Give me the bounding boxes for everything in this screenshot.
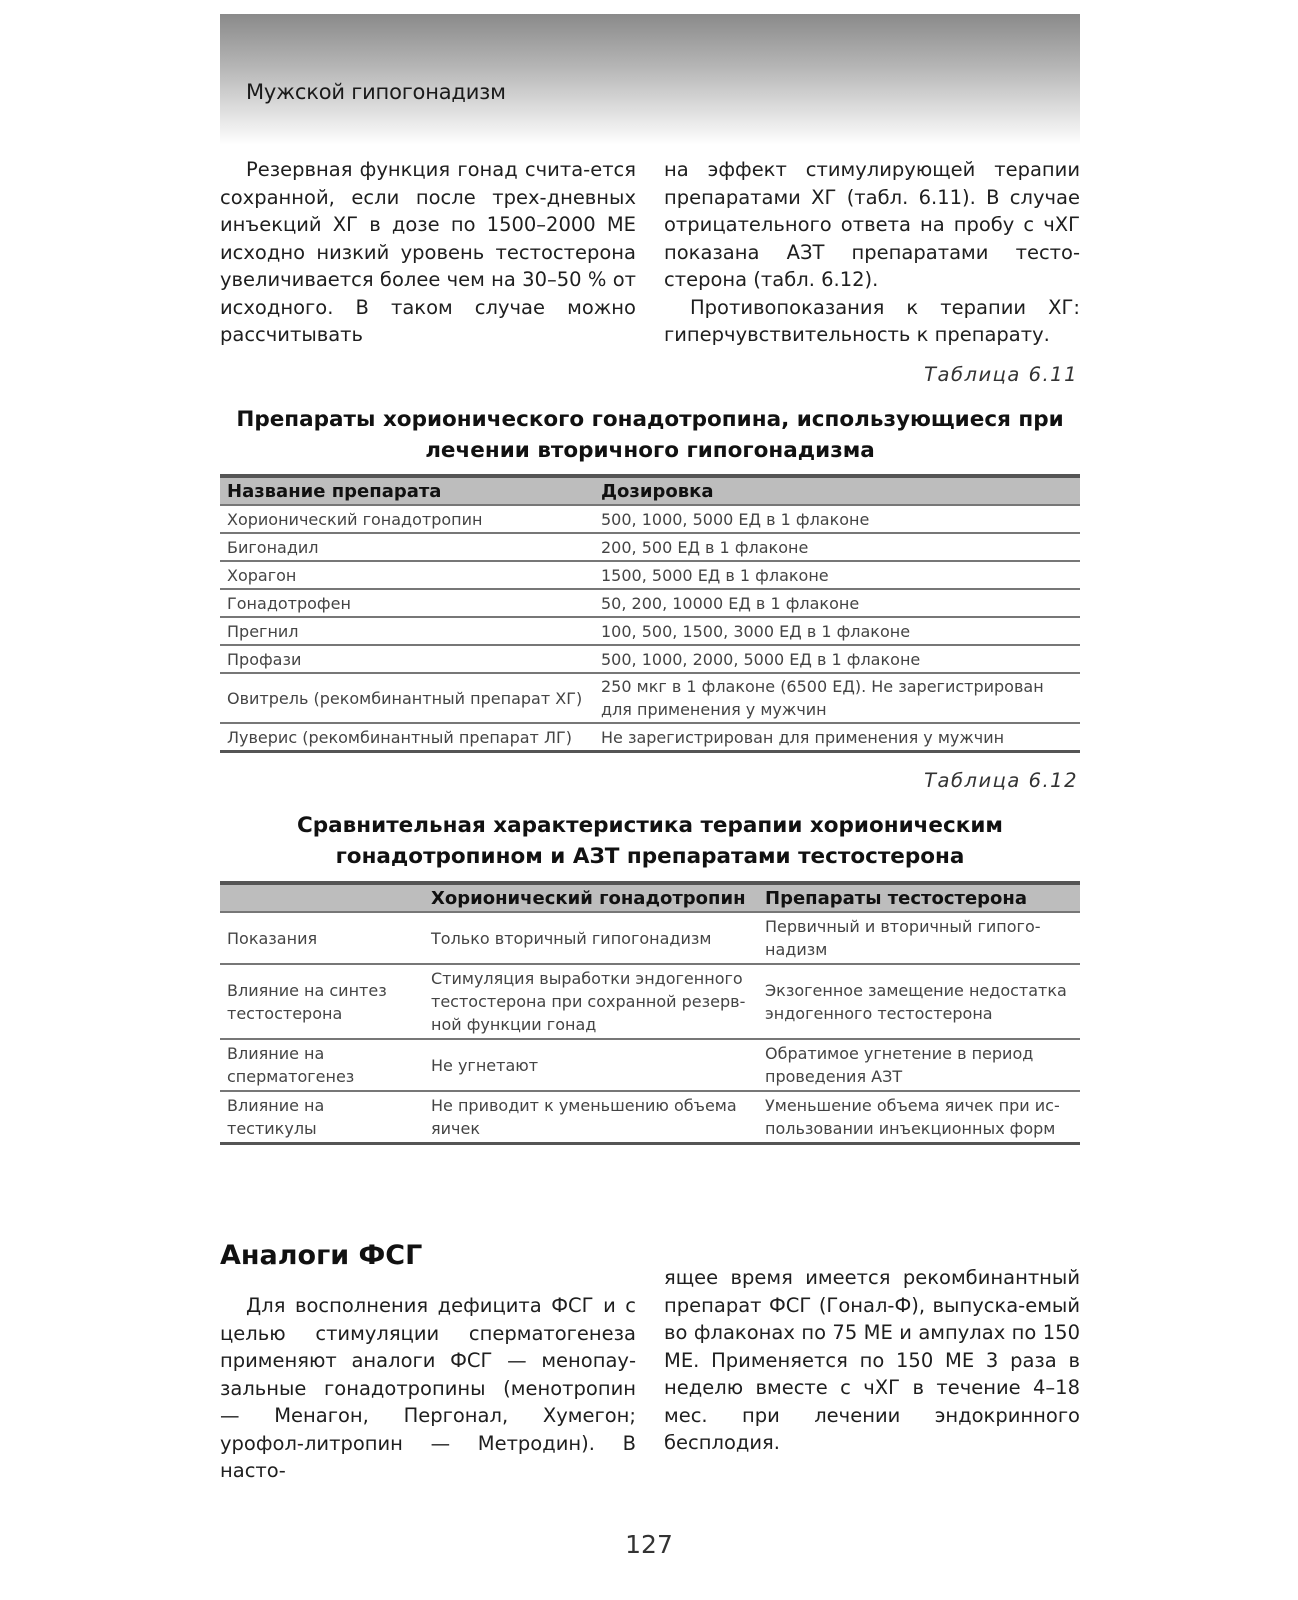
testosterone-cell: Первичный и вторичный гипого-надизм	[758, 912, 1080, 964]
fsh-left-column	[220, 1292, 636, 1485]
hcg-cell: Не угнетают	[424, 1039, 758, 1091]
dosage-cell: 100, 500, 1500, 3000 ЕД в 1 флаконе	[594, 617, 1080, 645]
dosage-cell: 200, 500 ЕД в 1 флаконе	[594, 533, 1080, 561]
table-row	[220, 964, 1080, 1039]
dosage-cell: 500, 1000, 2000, 5000 ЕД в 1 флаконе	[594, 645, 1080, 673]
col-header-hcg: Хорионический гонадотропин	[424, 883, 758, 912]
intro-right-column	[664, 156, 1080, 349]
intro-left-text: Резервная функция гонад счита-ется сохранной, если после трех-дневных инъекций ХГ в дозе по 1500–2000 МЕ исходно низкий уровень тестостерона увеличивается более чем на 30–50 % от исходного. В таком случае можно рассчитывать	[220, 158, 636, 346]
parameter-cell: Влияние на синтез тестостерона	[220, 964, 424, 1039]
drug-name-cell: Прегнил	[220, 617, 594, 645]
table-row	[220, 617, 1080, 645]
drug-name-cell: Профази	[220, 645, 594, 673]
fsh-right-text: ящее время имеется рекомбинантный препарат ФСГ (Гонал-Ф), выпуска-емый во флаконах по 75 МЕ и ампулах по 150 МЕ. Применяется по 150 МЕ 3 раза в неделю вместе с чХГ в течение 4–18 мес. при лечении эндокринного бесплодия.	[664, 1266, 1080, 1454]
table-header-row	[220, 883, 1080, 912]
testosterone-cell: Обратимое угнетение в период проведения АЗТ	[758, 1039, 1080, 1091]
drug-name-cell: Луверис (рекомбинантный препарат ЛГ)	[220, 723, 594, 752]
intro-right-text-1: на эффект стимулирующей терапии препаратами ХГ (табл. 6.11). В случае отрицательного ответа на пробу с чХГ показана АЗТ препаратами тесто-стерона (табл. 6.12).	[664, 158, 1080, 291]
fsh-right-column	[664, 1264, 1080, 1457]
table-6-11-title: Препараты хорионического гонадотропина, использующиеся при лечении вторичного гипогонадизма	[236, 407, 1064, 463]
table-6-11-caption: Таблица 6.11	[924, 363, 1078, 386]
col-header-parameter	[220, 883, 424, 912]
drug-name-cell: Бигонадил	[220, 533, 594, 561]
table-6-12-caption: Таблица 6.12	[924, 769, 1078, 792]
dosage-cell: 250 мкг в 1 флаконе (6500 ЕД). Не зарегистрирован для применения у мужчин	[594, 673, 1080, 723]
table-6-12-title: Сравнительная характеристика терапии хорионическим гонадотропином и АЗТ препаратами тестостерона	[297, 813, 1003, 869]
drug-name-cell: Овитрель (рекомбинантный препарат ХГ)	[220, 673, 594, 723]
table-row	[220, 1091, 1080, 1144]
table-row	[220, 505, 1080, 533]
drug-name-cell: Гонадотрофен	[220, 589, 594, 617]
dosage-cell: 1500, 5000 ЕД в 1 флаконе	[594, 561, 1080, 589]
intro-right-text-2: Противопоказания к терапии ХГ: гиперчувствительность к препарату.	[664, 295, 1080, 346]
parameter-cell: Показания	[220, 912, 424, 964]
col-header-dosage: Дозировка	[594, 476, 1080, 505]
table-row	[220, 561, 1080, 589]
table-row	[220, 589, 1080, 617]
parameter-cell: Влияние на сперматогенез	[220, 1039, 424, 1091]
hcg-cell: Стимуляция выработки эндогенного тестостерона при сохранной резерв-ной функции гонад	[424, 964, 758, 1039]
table-header-row	[220, 476, 1080, 505]
section-heading-fsh-analogs: Аналоги ФСГ	[220, 1240, 423, 1271]
table-6-12	[220, 881, 1080, 1145]
col-header-testosterone: Препараты тестостерона	[758, 883, 1080, 912]
dosage-cell: 50, 200, 10000 ЕД в 1 флаконе	[594, 589, 1080, 617]
table-row	[220, 1039, 1080, 1091]
intro-left-column	[220, 156, 636, 349]
running-head: Мужской гипогонадизм	[246, 80, 506, 104]
table-row	[220, 645, 1080, 673]
page-number: 127	[625, 1530, 673, 1559]
parameter-cell: Влияние на тестикулы	[220, 1091, 424, 1144]
table-6-11	[220, 474, 1080, 753]
fsh-left-text: Для восполнения дефицита ФСГ и с целью стимуляции сперматогенеза применяют аналоги ФСГ — менопау-зальные гонадотропины (менотропин — Менагон, Пергонал, Хумегон; урофол-литропин — Метродин). В насто-	[220, 1294, 636, 1482]
testosterone-cell: Уменьшение объема яичек при ис-пользовании инъекционных форм	[758, 1091, 1080, 1144]
drug-name-cell: Хорионический гонадотропин	[220, 505, 594, 533]
col-header-drug-name: Название препарата	[220, 476, 594, 505]
table-row	[220, 533, 1080, 561]
hcg-cell: Только вторичный гипогонадизм	[424, 912, 758, 964]
hcg-cell: Не приводит к уменьшению объема яичек	[424, 1091, 758, 1144]
dosage-cell: Не зарегистрирован для применения у мужчин	[594, 723, 1080, 752]
dosage-cell: 500, 1000, 5000 ЕД в 1 флаконе	[594, 505, 1080, 533]
drug-name-cell: Хорагон	[220, 561, 594, 589]
testosterone-cell: Экзогенное замещение недостатка эндогенного тестостерона	[758, 964, 1080, 1039]
table-row	[220, 912, 1080, 964]
table-row	[220, 723, 1080, 752]
table-row	[220, 673, 1080, 723]
